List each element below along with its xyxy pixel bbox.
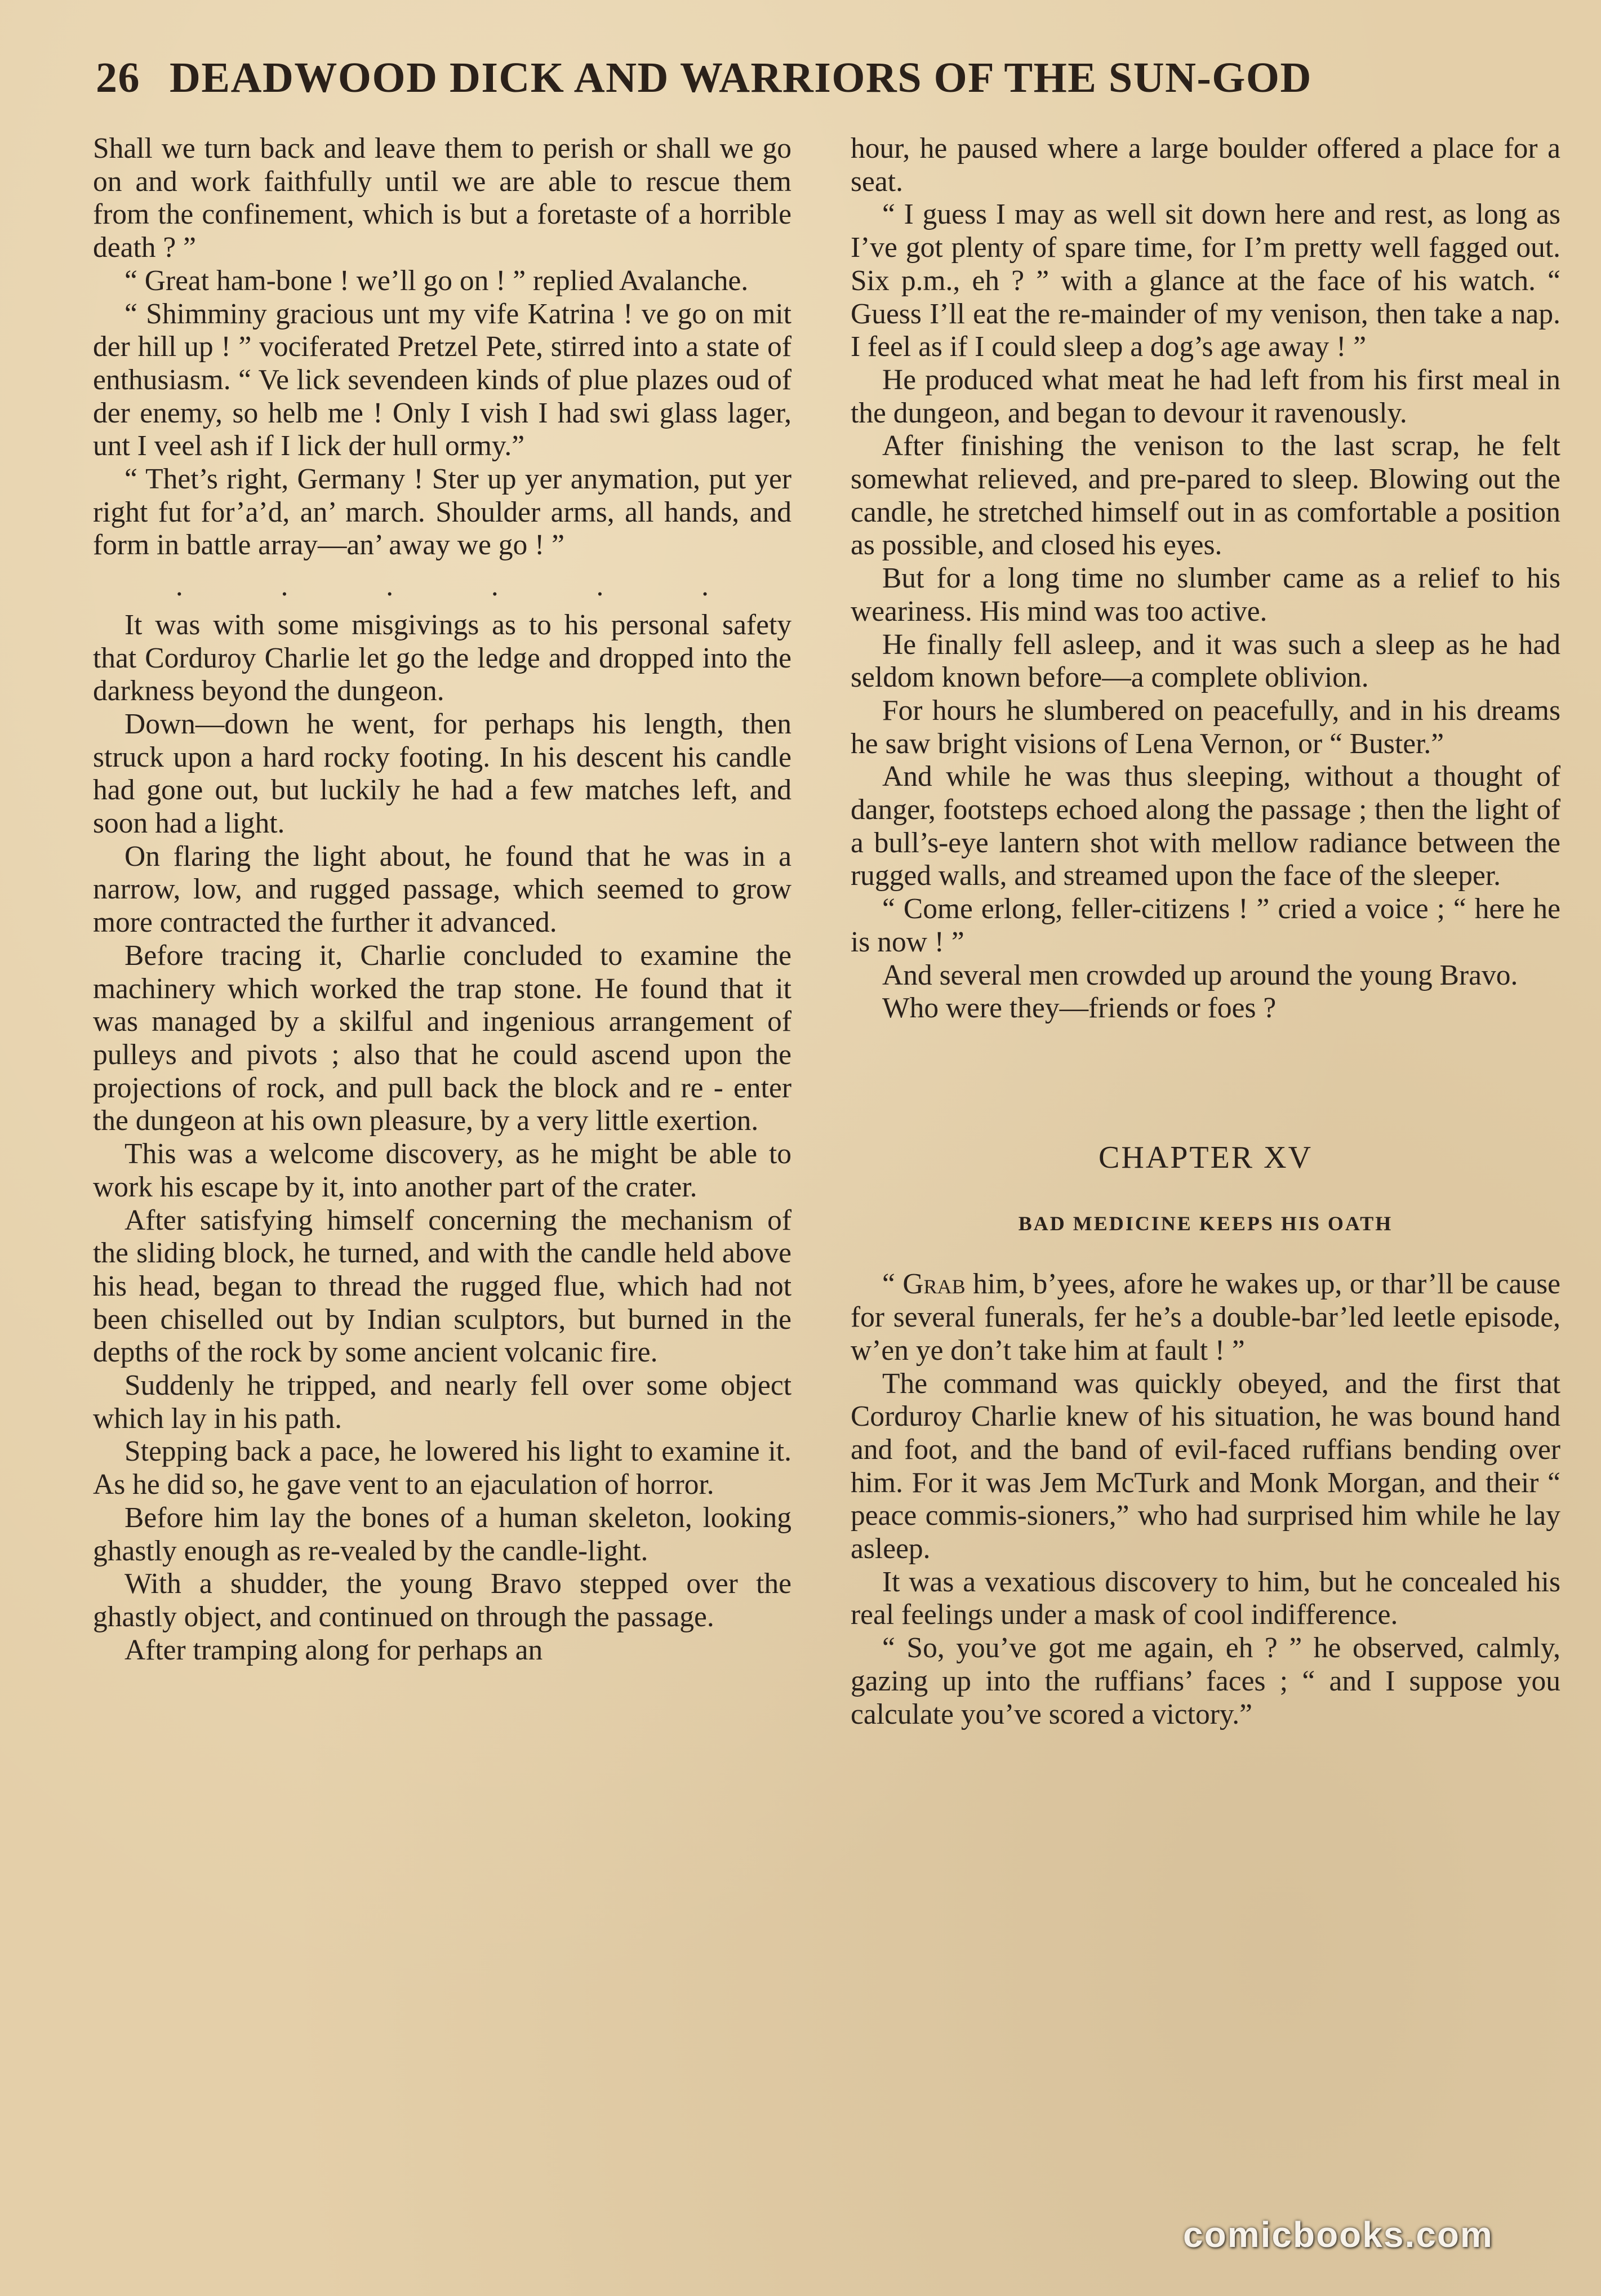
paragraph: He finally fell asleep, and it was such a sleep as he had seldom known before—a complete oblivion.	[851, 628, 1560, 694]
paragraph: hour, he paused where a large boulder offered a place for a seat.	[851, 132, 1560, 198]
paragraph: And while he was thus sleeping, without a thought of danger, footsteps echoed along the passage ; then the light of a bull’s-eye lantern shot with mellow radiance between the rugged walls, and streamed upon the face of the sleeper.	[851, 760, 1560, 892]
dot: .	[175, 570, 183, 603]
paragraph: It was a vexatious discovery to him, but he concealed his real feelings under a mask of cool indifference.	[851, 1565, 1560, 1631]
right-column	[851, 132, 1560, 1731]
paragraph: After finishing the venison to the last scrap, he felt somewhat relieved, and pre-pared to sleep. Blowing out the candle, he stretched himself out in as comfortable a position as possible, and closed his eyes.	[851, 430, 1560, 562]
paragraph: Down—down he went, for perhaps his length, then struck upon a hard rocky footing. In his descent his candle had gone out, but luckily he had a few matches left, and soon had a light.	[93, 708, 791, 840]
page-header	[96, 54, 1538, 121]
paragraph: This was a welcome discovery, as he might be able to work his escape by it, into another part of the crater.	[93, 1138, 791, 1203]
left-column	[93, 132, 791, 1667]
paragraph: And several men crowded up around the young Bravo.	[882, 959, 1518, 991]
paragraph: Shall we turn back and leave them to perish or shall we go on and work faithfully until we are able to rescue them from the confinement, which is but a foretaste of a horrible death ? ”	[93, 132, 791, 264]
paragraph: The command was quickly obeyed, and the first that Corduroy Charlie knew of his situation, he was bound hand and foot, and the band of evil-faced ruffians bending over him. For it was Jem McTurk and Monk Morgan, and their “ peace commis-sioners,” who had surprised him while he lay asleep.	[851, 1367, 1560, 1565]
paragraph: It was with some misgivings as to his personal safety that Corduroy Charlie let go the ledge and dropped into the darkness beyond the dungeon.	[93, 608, 791, 708]
paragraph: After tramping along for perhaps an	[124, 1634, 543, 1666]
paragraph: After satisfying himself concerning the mechanism of the sliding block, he turned, and with the candle held above his head, began to thread the rugged flue, which had not been chiselled out by Indian sculptors, but burned in the depths of the rock by some ancient volcanic fire.	[93, 1204, 791, 1369]
dot: .	[491, 570, 499, 603]
paragraph: “ Come erlong, feller-citizens ! ” cried a voice ; “ here he is now ! ”	[851, 893, 1560, 958]
paragraph: “ So, you’ve got me again, eh ? ” he observed, calmly, gazing up into the ruffians’ faces ; “ and I suppose you calculate you’ve scored a victory.”	[851, 1632, 1560, 1730]
dot: .	[281, 570, 288, 603]
paragraph: He produced what meat he had left from his first meal in the dungeon, and began to devour it ravenously.	[851, 363, 1560, 429]
dot: .	[596, 570, 604, 603]
chapter-heading: CHAPTER XV	[1098, 1140, 1313, 1175]
dot: .	[701, 570, 709, 603]
paragraph: Suddenly he tripped, and nearly fell over some object which lay in his path.	[93, 1369, 791, 1435]
paragraph: Before tracing it, Charlie concluded to examine the machinery which worked the trap stone. He found that it was managed by a skilful and ingenious arrangement of pulleys and pivots ; also that he could ascend upon the projections of rock, and pull back the block and re - enter the dungeon at his own pleasure, by a very little exertion.	[93, 939, 791, 1137]
paragraph	[851, 1268, 1560, 1367]
paragraph: For hours he slumbered on peacefully, and in his dreams he saw bright visions of Lena Vernon, or “ Buster.”	[851, 694, 1560, 760]
dot: .	[386, 570, 394, 603]
section-break-dots	[93, 570, 791, 603]
paragraph: “ Shimminy gracious unt my vife Katrina ! ve go on mit der hill up ! ” vociferated Pretzel Pete, stirred into a state of enthusiasm. “ Ve lick sevendeen kinds of plue plazes oud of der enemy, so helb me ! Only I vish I had swi glass lager, unt I veel ash if I lick der hull ormy.”	[93, 297, 791, 462]
paragraph: “ Great ham-bone ! we’ll go on ! ” replied Avalanche.	[124, 264, 749, 297]
paragraph: Before him lay the bones of a human skeleton, looking ghastly enough as re-vealed by the candle-light.	[93, 1501, 791, 1567]
source-watermark: comicbooks.com	[1183, 2214, 1493, 2255]
paragraph: But for a long time no slumber came as a relief to his weariness. His mind was too active.	[851, 562, 1560, 628]
paragraph: “ I guess I may as well sit down here and rest, as long as I’ve got plenty of spare time, for I’m pretty well fagged out. Six p.m., eh ? ” with a glance at the face of his watch. “ Guess I’ll eat the re-mainder of my venison, then take a nap. I feel as if I could sleep a dog’s age away ! ”	[851, 198, 1560, 363]
chapter-subtitle: BAD MEDICINE KEEPS HIS OATH	[1018, 1212, 1393, 1235]
paragraph: “ Thet’s right, Germany ! Ster up yer anymation, put yer right fut for’a’d, an’ march. Shoulder arms, all hands, and form in battle array—an’ away we go ! ”	[93, 463, 791, 562]
paragraph: With a shudder, the young Bravo stepped over the ghastly object, and continued on through the passage.	[93, 1568, 791, 1633]
running-title: DEADWOOD DICK AND WARRIORS OF THE SUN-GOD	[170, 54, 1312, 101]
paragraph-text: him, b’yees, afore he wakes up, or thar’ll be cause for several funerals, fer he’s a double-bar’led leetle episode, w’en ye don’t take him at fault ! ”	[851, 1268, 1561, 1367]
opening-words: “ Grab	[882, 1268, 966, 1301]
chapter-spacer	[851, 1025, 1560, 1141]
paragraph: Stepping back a pace, he lowered his light to examine it. As he did so, he gave vent to an ejaculation of horror.	[93, 1435, 791, 1501]
paragraph: On flaring the light about, he found that he was in a narrow, low, and rugged passage, which seemed to grow more contracted the further it advanced.	[93, 840, 791, 939]
paragraph: Who were they—friends or foes ?	[882, 992, 1277, 1025]
page-number: 26	[96, 54, 140, 101]
